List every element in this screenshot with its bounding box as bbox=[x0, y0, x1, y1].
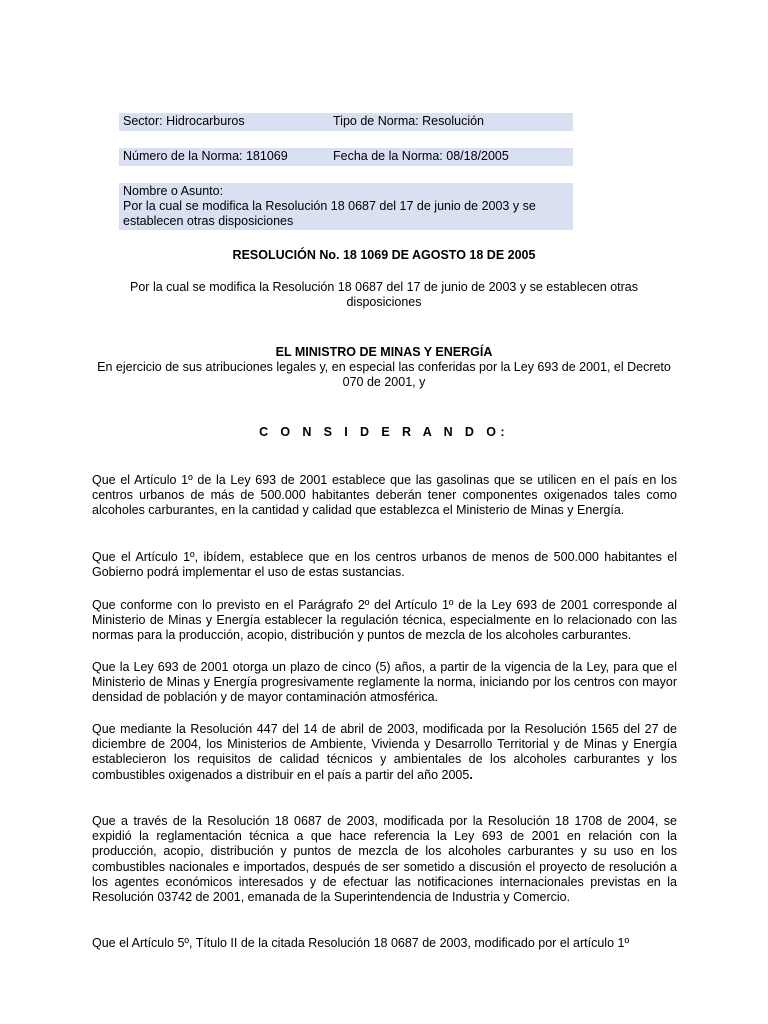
paragraph-6: Que a través de la Resolución 18 0687 de 2003, modificada por la Resolución 18 1708 de 2004, se expidió la reglamentación técnica a que hace referencia la Ley 693 de 2001 en relación con la producción, acopio, distribución y puntos de mezcla de los alcoholes carburantes y su uso en los combustibles nacionales e importados, después de ser sometido a discusión el proyecto de resolución a los agentes económicos interesados y de efectuar las notificaciones internacionales previstas en la Resolución 03742 de 2001, emanada de la Superintendencia de Industria y Comercio. bbox=[92, 814, 677, 905]
metadata-row-sector bbox=[119, 113, 573, 131]
sector-field: Sector: Hidrocarburos bbox=[123, 114, 245, 128]
paragraph-3: Que conforme con lo previsto en el Parágrafo 2º del Artículo 1º de la Ley 693 de 2001 corresponde al Ministerio de Minas y Energía establecer la regulación técnica, especialmente en lo relacionado con las normas para la producción, acopio, distribución y puntos de mezcla de los alcoholes carburantes. bbox=[92, 598, 677, 643]
powers-statement: En ejercicio de sus atribuciones legales y, en especial las conferidas por la Ley 693 de 2001, el Decreto 070 de 2001, y bbox=[97, 360, 671, 389]
asunto-line-1: Por la cual se modifica la Resolución 18 0687 del 17 de junio de 2003 y se bbox=[123, 199, 536, 213]
minister-heading: EL MINISTRO DE MINAS Y ENERGÍA bbox=[275, 345, 493, 359]
numero-norma-field: Número de la Norma: 181069 bbox=[123, 149, 288, 163]
asunto-line-2: establecen otras disposiciones bbox=[123, 214, 294, 228]
asunto-label: Nombre o Asunto: bbox=[123, 184, 224, 198]
considerando-heading: C O N S I D E R A N D O: bbox=[259, 425, 509, 439]
resolution-subtitle: Por la cual se modifica la Resolución 18 0687 del 17 de junio de 2003 y se establecen otras disposiciones bbox=[130, 280, 638, 309]
fecha-norma-field: Fecha de la Norma: 08/18/2005 bbox=[333, 149, 509, 163]
paragraph-1: Que el Artículo 1º de la Ley 693 de 2001 establece que las gasolinas que se utilicen en el país en los centros urbanos de más de 500.000 habitantes deberán tener componentes oxigenados tales como alcoholes carburantes, en la cantidad y calidad que establezca el Ministerio de Minas y Energía. bbox=[92, 473, 677, 518]
paragraph-5 bbox=[92, 722, 677, 783]
paragraph-2: Que el Artículo 1º, ibídem, establece que en los centros urbanos de menos de 500.000 habitantes el Gobierno podrá implementar el uso de estas sustancias. bbox=[92, 550, 677, 580]
resolution-title: RESOLUCIÓN No. 18 1069 DE AGOSTO 18 DE 2005 bbox=[232, 248, 536, 262]
paragraph-5-text: Que mediante la Resolución 447 del 14 de abril de 2003, modificada por la Resolución 1565 del 27 de diciembre de 2004, los Ministerios de Ambiente, Vivienda y Desarrollo Territorial y de Minas y Energía establecieron los requisitos de calidad técnicos y ambientales de los alcoholes carburantes y los combustibles oxigenados a distribuir en el país a partir del año 2005 bbox=[92, 722, 677, 782]
metadata-row-asunto bbox=[119, 183, 573, 230]
metadata-row-numero bbox=[119, 148, 573, 166]
paragraph-4: Que la Ley 693 de 2001 otorga un plazo de cinco (5) años, a partir de la vigencia de la Ley, para que el Ministerio de Minas y Energía progresivamente reglamente la norma, iniciando por los centros con mayor densidad de población y de mayor contaminación atmosférica. bbox=[92, 660, 677, 705]
paragraph-5-period: . bbox=[469, 767, 473, 782]
paragraph-7: Que el Artículo 5º, Título II de la citada Resolución 18 0687 de 2003, modificado por el artículo 1º bbox=[92, 936, 630, 950]
tipo-norma-field: Tipo de Norma: Resolución bbox=[333, 114, 484, 128]
